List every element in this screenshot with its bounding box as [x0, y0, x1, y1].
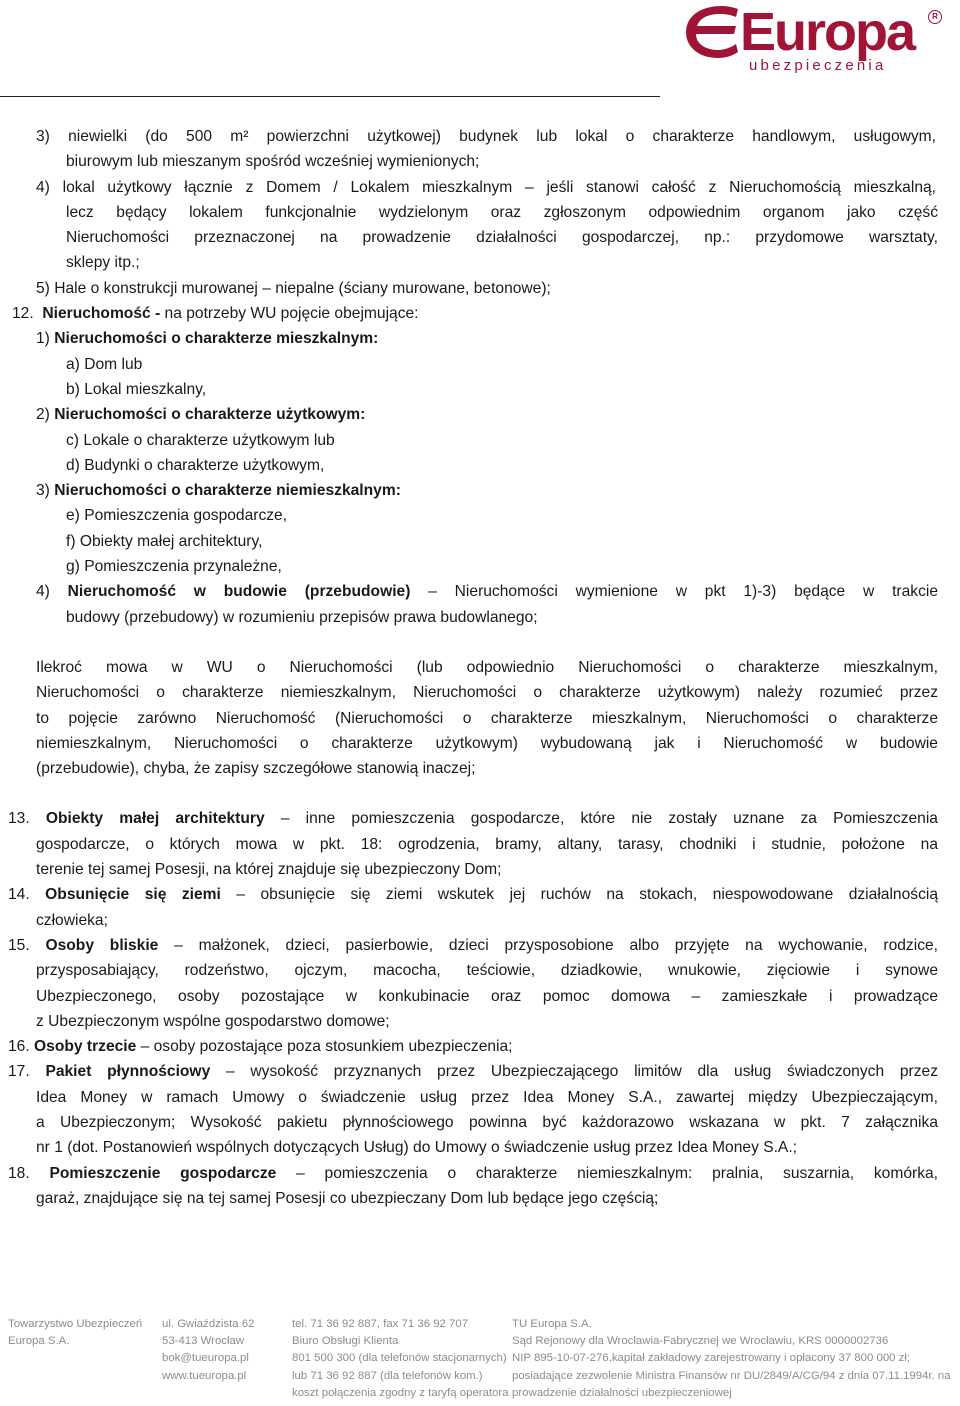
- list-item: 4) lokal użytkowy łącznie z Domem / Lokalem mieszkalnym – jeśli stanowi całość z Nieruchomością mieszkalną, lecz będący lokalem funkcjonalnie wydzielonym oraz zgłoszonym odpowiednim organom jako część Nieruchomości przeznaczonej na prowadzenie działalności gospodarczej, np.: przydomowe warsztaty, sklepy itp.;: [36, 178, 938, 272]
- footer-line: NIP 895-10-07-276,kapitał zakładowy zarejestrowany i opłacony 37 800 000 zł;: [512, 1352, 911, 1365]
- definition-text: Idea Money w ramach Umowy o świadczenie usług przez Idea Money S.A., zawartej między Ubezpieczającym,: [36, 1088, 938, 1106]
- paragraph-line: Nieruchomości o charakterze niemieszkalnym, Nieruchomości o charakterze użytkowym) należy rozumieć przez: [36, 684, 938, 702]
- footer-legal: [512, 1316, 951, 1402]
- group-title: Nieruchomości o charakterze mieszkalnym:: [54, 330, 379, 348]
- definition-18: [0, 1161, 960, 1212]
- definition-term: Osoby bliskie: [45, 936, 159, 954]
- footer-line: Towarzystwo Ubezpieczeń: [8, 1318, 143, 1330]
- group-number: 2): [36, 406, 50, 424]
- logo-e-icon: [682, 4, 744, 60]
- item-number: 4): [36, 178, 50, 196]
- definition-text: – obsunięcie się ziemi wskutek jej ruchów na stokach, niespowodowane działalnością: [220, 886, 939, 904]
- item-number: 5): [36, 279, 50, 297]
- document-body: [0, 124, 960, 1211]
- definition-number: 17.: [8, 1063, 30, 1081]
- definition-term: Pakiet płynnościowy: [45, 1063, 211, 1081]
- definition-number: 15.: [8, 936, 30, 954]
- sub-text: Lokale o charakterze użytkowym lub: [83, 431, 335, 449]
- list-item: 3) niewielki (do 500 m² powierzchni użytkowej) budynek lub lokal o charakterze handlowym, usługowym, biurowym lub mieszanym spośród wcześniej wymienionych;: [36, 128, 936, 171]
- definition-13: [0, 806, 960, 882]
- paragraph: [0, 655, 938, 781]
- sub-letter: a): [66, 355, 80, 373]
- header-divider: [0, 96, 660, 97]
- definition-term: Obsunięcie się ziemi: [45, 886, 221, 904]
- definition-text: – osoby pozostające poza stosunkiem ubezpieczenia;: [136, 1038, 513, 1056]
- definition-text: człowieka;: [36, 911, 108, 929]
- sub-letter: f): [66, 532, 76, 550]
- footer-line: TU Europa S.A.: [512, 1318, 592, 1330]
- logo-name: Europa: [740, 2, 915, 62]
- definition-14: [0, 882, 960, 933]
- definition-term: Osoby trzecie: [34, 1038, 137, 1056]
- definition-text: – pomieszczenia o charakterze niemieszkalnym: pralnia, suszarnia, komórka,: [276, 1164, 938, 1182]
- definition-term: Obiekty małej architektury: [45, 810, 265, 828]
- group-title: Nieruchomość w budowie (przebudowie): [67, 583, 411, 601]
- footer-line: prowadzenie działalności ubezpieczeniowej: [512, 1386, 732, 1399]
- definition-number: 12.: [12, 305, 34, 323]
- definition-17: [0, 1059, 960, 1160]
- definition-12: 12. Nieruchomość - na potrzeby WU pojęcie obejmujące: 1) Nieruchomości o charakterze mieszkalnym: a) Dom lub b) Lokal mieszkalny, 2) Nieruchomości o charakterze użytkowym: c) Lokale o charakterze użytkowym lub d) Budynki o charakterze użytkowym, 3) Nieruchomości o charakterze niemieszkalnym: e) Pomieszczenia gospodarcze, f) Obiekty małej architektury, g) Pomieszczenia przynależne, 4) Nieruchomość w budowie (przebudowie) – Nieruchomości wymienione w pkt 1)-3) będące w trakcie budowy (przebudowy) w rozumieniu przepisów prawa budowlanego;: [0, 301, 960, 630]
- registered-mark-icon: R: [928, 10, 942, 24]
- item-number: 3): [36, 128, 50, 145]
- footer-line: Europa S.A.: [8, 1335, 70, 1348]
- definition-text: na potrzeby WU pojęcie obejmujące:: [160, 305, 419, 323]
- sub-letter: b): [66, 380, 80, 398]
- list-item: [0, 276, 960, 301]
- definition-term: Pomieszczenie gospodarcze: [49, 1164, 277, 1182]
- footer-line: Biuro Obsługi Klienta: [292, 1335, 399, 1348]
- item-text: Hale o konstrukcji murowanej – niepalne (ściany murowane, betonowe);: [54, 279, 551, 297]
- footer-contact: [292, 1316, 509, 1402]
- paragraph-line: to pojęcie zarówno Nieruchomość (Nieruchomości o charakterze mieszkalnym, Nieruchomości o charakterze: [36, 709, 938, 727]
- group-text: – Nieruchomości wymienione w pkt 1)-3) będące w trakcie: [410, 583, 938, 601]
- footer-company: [8, 1316, 142, 1350]
- footer-line: koszt połączenia zgodny z taryfą operatora: [292, 1386, 509, 1399]
- spacer: [0, 630, 960, 655]
- footer-line: lub 71 36 92 887 (dla telefonów kom.): [292, 1369, 483, 1382]
- sub-text: Dom lub: [84, 355, 143, 373]
- footer-line: Sąd Rejonowy dla Wrocławia-Fabrycznej we Wrocławiu, KRS 0000002736: [512, 1335, 889, 1348]
- definition-number: 16.: [8, 1038, 30, 1056]
- logo-tagline: ubezpieczenia: [749, 57, 887, 74]
- group-title: Nieruchomości o charakterze niemieszkalnym:: [54, 482, 401, 500]
- definition-text: terenie tej samej Posesji, na której znajduje się ubezpieczony Dom;: [36, 861, 502, 879]
- sub-letter: c): [66, 431, 79, 449]
- definition-number: 13.: [8, 810, 30, 828]
- spacer: [0, 781, 960, 806]
- company-logo: [682, 4, 952, 74]
- footer-line: 53-413 Wrocław: [162, 1335, 245, 1348]
- sub-text: Pomieszczenia przynależne,: [84, 558, 282, 576]
- definition-text: garaż, znajdujące się na tej samej Posesji co ubezpieczany Dom lub będące jego częścią;: [36, 1189, 659, 1207]
- definition-text: – inne pomieszczenia gospodarcze, które nie zostały uznane za Pomieszczenia: [264, 810, 938, 828]
- group-text: budowy (przebudowy) w rozumieniu przepisów prawa budowlanego;: [66, 608, 538, 626]
- definition-number: 18.: [8, 1164, 30, 1182]
- definition-text: z Ubezpieczonym wspólne gospodarstwo domowe;: [36, 1012, 390, 1030]
- footer-website-link[interactable]: www.tueuropa.pl: [162, 1369, 247, 1382]
- definition-number: 14.: [8, 886, 30, 904]
- group-number: 1): [36, 330, 50, 348]
- group-title: Nieruchomości o charakterze użytkowym:: [54, 406, 366, 424]
- footer-line: posiadające zezwolenie Ministra Finansów nr DU/2849/A/CG/94 z dnia 07.11.1994r. na: [512, 1369, 951, 1382]
- footer-line: ul. Gwiaździsta 62: [162, 1318, 255, 1330]
- definition-text: gospodarcze, o których mowa w pkt. 18: ogrodzenia, bramy, altany, tarasy, chodniki i studnie, położone na: [36, 835, 938, 853]
- group-number: 4): [36, 583, 50, 601]
- definition-text: nr 1 (dot. Postanowień wspólnych dotyczących Usług) do Umowy o świadczenie usług przez Idea Money S.A.;: [36, 1139, 797, 1157]
- definition-text: a Ubezpieczonym; Wysokość pakietu płynnościowego powinna być każdorazowo wskazana w pkt. 7 załącznika: [36, 1113, 938, 1131]
- sub-text: Lokal mieszkalny,: [84, 380, 207, 398]
- sub-letter: d): [66, 456, 80, 474]
- sub-letter: g): [66, 558, 80, 576]
- sub-letter: e): [66, 507, 80, 525]
- footer-address: [162, 1316, 254, 1385]
- sub-text: Obiekty małej architektury,: [79, 532, 263, 550]
- definition-text: – wysokość przyznanych przez Ubezpieczającego limitów dla usług świadczonych przez: [210, 1063, 938, 1081]
- footer-line: tel. 71 36 92 887, fax 71 36 92 707: [292, 1318, 469, 1330]
- definition-text: Ubezpieczonego, osoby pozostające w konkubinacie oraz pomoc domowa – zamieszkałe i prowadzące: [36, 987, 938, 1005]
- sub-text: Pomieszczenia gospodarcze,: [84, 507, 288, 525]
- paragraph-line: (przebudowie), chyba, że zapisy szczegółowe stanowią inaczej;: [36, 760, 476, 778]
- sub-text: Budynki o charakterze użytkowym,: [84, 456, 325, 474]
- group-number: 3): [36, 482, 50, 500]
- footer-email-link[interactable]: bok@tueuropa.pl: [162, 1352, 249, 1365]
- definition-term: Nieruchomość: [42, 305, 151, 323]
- paragraph-line: niemieszkalnym, Nieruchomości o charakterze użytkowym) wybudowaną jak i Nieruchomość w budowie: [36, 734, 938, 752]
- definition-text: – małżonek, dzieci, pasierbowie, dzieci przysposobione albo przyjęte na wychowanie, rodzice,: [158, 936, 938, 954]
- definition-15: [0, 933, 960, 1034]
- definition-text: przysposabiający, rodzeństwo, ojczym, macocha, teściowie, dziadkowie, wnukowie, zięciowie i synowe: [36, 962, 938, 980]
- footer-line: 801 500 300 (dla telefonów stacjonarnych): [292, 1352, 507, 1365]
- definition-16: [0, 1034, 960, 1059]
- paragraph-line: Ilekroć mowa w WU o Nieruchomości (lub odpowiednio Nieruchomości o charakterze mieszkalnym,: [36, 658, 938, 676]
